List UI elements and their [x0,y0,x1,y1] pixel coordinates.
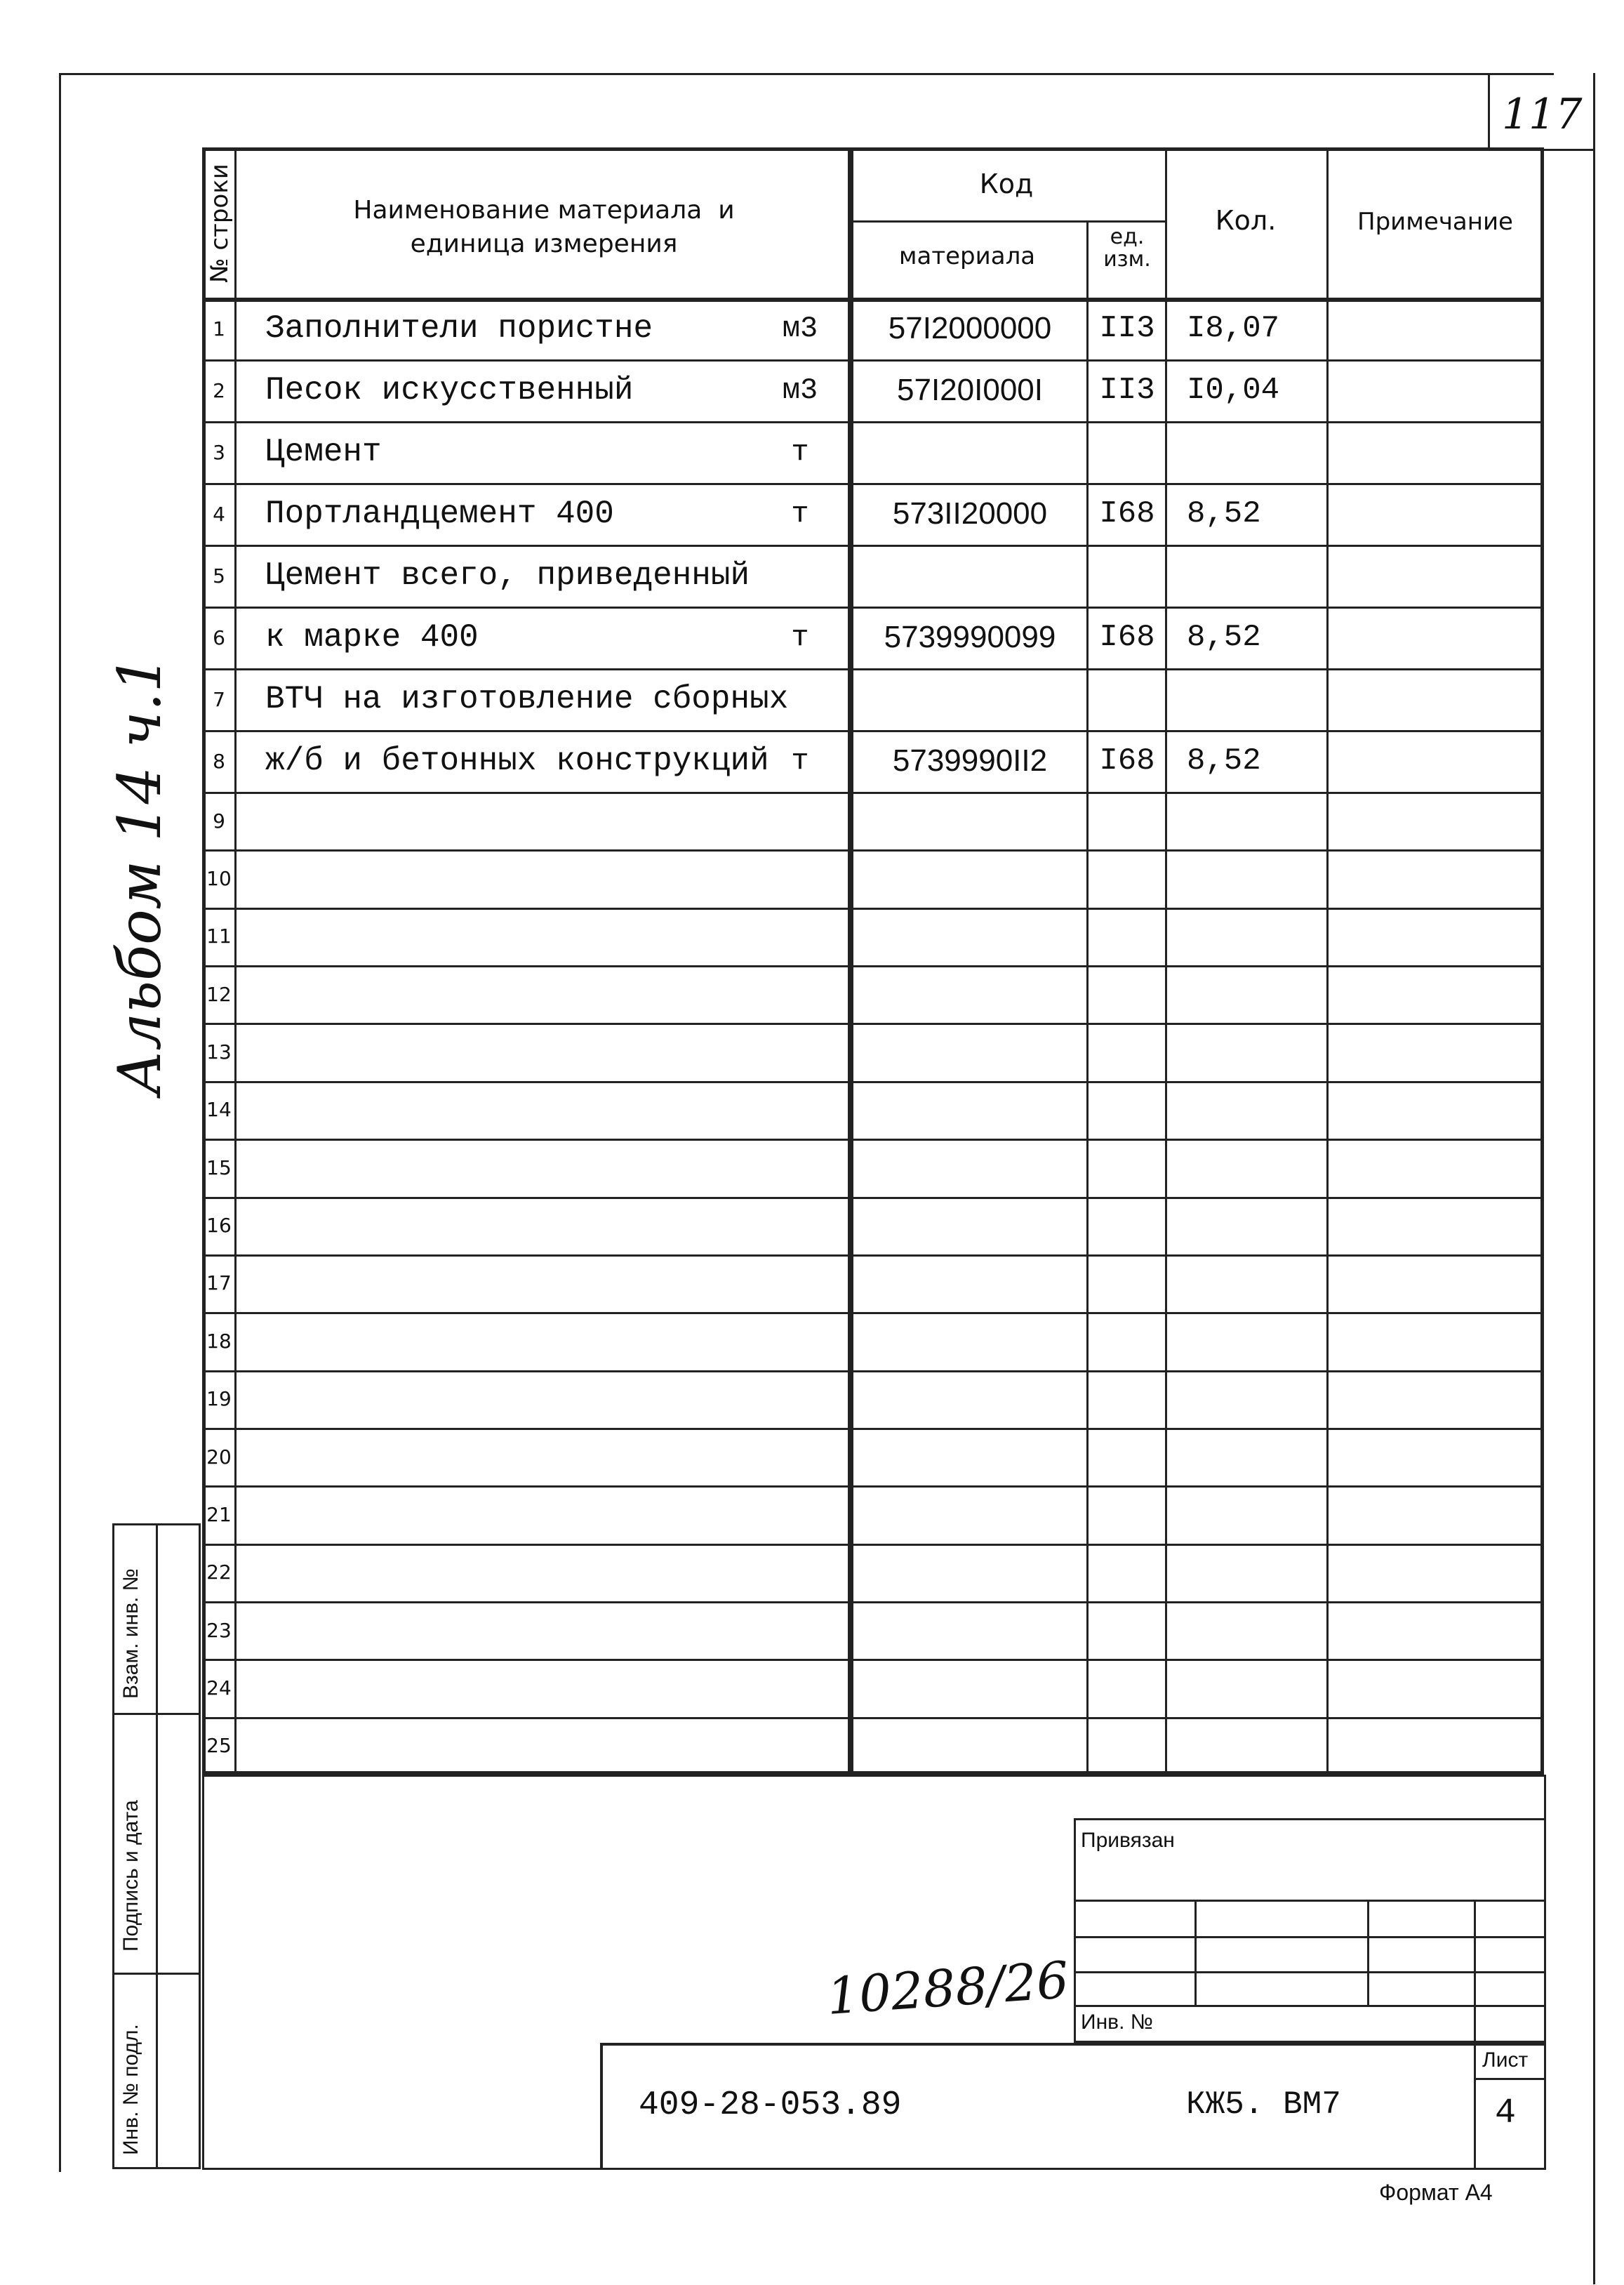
material-name [265,1254,757,1312]
quantity: 8,52 [1187,743,1261,779]
side-stamp-line-1 [112,1713,201,1715]
note [1329,1428,1544,1485]
doc-code: 409-28-053.89 [639,2086,902,2124]
col-sep-code-material [1086,220,1089,1775]
material-unit [758,545,842,607]
material-unit: т [791,621,809,654]
format-label: Формат А4 [1379,2180,1493,2205]
material-code [853,849,1086,907]
header-qty: Кол. [1215,205,1277,236]
unit-code [1089,1312,1165,1370]
material-unit: т [791,744,809,778]
material-code [853,421,1086,483]
material-unit [758,668,842,730]
material-unit [758,1485,842,1543]
unit-code [1089,1023,1165,1080]
row-number: 5 [213,564,225,588]
material-code: 57I2000000 [888,311,1052,345]
quantity [1167,1428,1346,1485]
material-code [853,1659,1086,1716]
material-unit [758,1254,842,1312]
material-unit [758,908,842,965]
material-code [853,1428,1086,1485]
material-name: Песок искусственный [265,372,634,409]
row-number: 13 [206,1040,232,1064]
quantity [1167,1485,1346,1543]
material-code [853,1312,1086,1370]
col-sep-rownum [234,147,237,1775]
material-code [853,1485,1086,1543]
note [1329,1196,1544,1254]
row-number: 11 [206,925,232,948]
note [1329,1544,1544,1601]
row-number: 12 [206,982,232,1006]
sheet-number: 4 [1495,2093,1517,2133]
material-code [853,1370,1086,1428]
quantity: 8,52 [1187,496,1261,531]
material-unit [758,1659,842,1716]
unit-code [1089,1081,1165,1139]
material-code [853,545,1086,607]
header-name: Наименование материала и единица измерения [353,196,735,258]
unit-code: I68 [1099,620,1155,655]
material-name [265,1428,757,1485]
note [1329,1659,1544,1716]
note [1329,965,1544,1023]
material-name: ВТЧ на изготовление сборных [265,681,789,717]
note [1329,908,1544,965]
unit-code: I68 [1099,743,1155,779]
unit-code [1089,1659,1165,1716]
material-name [265,849,757,907]
note [1329,1081,1544,1139]
unit-code [1089,1601,1165,1659]
material-name: Портландцемент 400 [265,496,614,532]
row-number: 25 [206,1734,232,1758]
material-name: ж/б и бетонных конструкций [265,743,769,779]
note [1329,298,1544,359]
quantity [1167,1659,1346,1716]
note [1329,607,1544,668]
quantity: I0,04 [1187,373,1280,408]
row-number: 19 [206,1387,232,1411]
quantity: I8,07 [1187,311,1280,346]
unit-code: II3 [1099,311,1155,346]
note [1329,1370,1544,1428]
quantity [1167,1254,1346,1312]
row-number: 14 [206,1098,232,1122]
material-code: 57I20I000I [897,373,1043,407]
album-label-handwritten: Альбом 14 ч.1 [105,654,174,1095]
note [1329,545,1544,607]
note [1329,1312,1544,1370]
material-name [265,1544,757,1601]
material-name: Заполнители пористне [265,310,653,347]
bottom-right-border [1544,1775,1546,2169]
privyazan-vsep-2 [1367,1900,1369,2005]
unit-code [1089,908,1165,965]
side-stamp-line-2 [112,1973,201,1975]
quantity [1167,1601,1346,1659]
header-code-unit: ед. изм. [1103,225,1151,272]
material-name [265,1485,757,1543]
note [1329,1254,1544,1312]
material-unit [758,1312,842,1370]
material-name [265,1601,757,1659]
row-number: 21 [206,1502,232,1526]
quantity [1167,1196,1346,1254]
material-code [853,1544,1086,1601]
unit-code [1089,1428,1165,1485]
quantity [1167,1139,1346,1196]
note [1329,421,1544,483]
material-name [265,1196,757,1254]
note [1329,359,1544,421]
material-code [853,1081,1086,1139]
header-code: Код [979,168,1034,199]
quantity [1167,849,1346,907]
material-code [853,668,1086,730]
sheet-right-border [1593,73,1595,2284]
privyazan-vsep-3 [1474,1900,1476,2043]
unit-code [1089,1139,1165,1196]
row-number: 3 [213,440,225,464]
header-note: Примечание [1357,208,1513,236]
unit-code: II3 [1099,373,1155,408]
material-code [853,792,1086,849]
unit-code [1089,421,1165,483]
row-number: 8 [213,749,225,773]
quantity [1167,792,1346,849]
unit-code [1089,668,1165,730]
row-number: 10 [206,867,232,891]
unit-code [1089,1544,1165,1601]
sheet-cell-divider [1474,2043,1476,2168]
unit-code [1089,1485,1165,1543]
material-unit [758,1544,842,1601]
quantity [1167,1370,1346,1428]
row-number: 2 [213,378,225,402]
page-number-box-left [1488,73,1490,150]
material-unit: м3 [782,312,818,345]
doc-mark: КЖ5. ВМ7 [1186,2086,1341,2123]
material-unit [758,1428,842,1485]
quantity [1167,421,1346,483]
quantity [1167,668,1346,730]
material-name [265,1023,757,1080]
material-unit [758,1717,842,1775]
material-name [265,965,757,1023]
material-code [853,1139,1086,1196]
header-code-split [848,220,1165,223]
col-sep-name [848,147,853,1775]
material-name: Цемент [265,434,382,470]
row-number: 6 [213,625,225,649]
material-code: 573II20000 [892,496,1048,531]
page-number-handwritten: 117 [1502,90,1583,139]
row-line [202,1775,1544,1777]
material-unit [758,1081,842,1139]
material-name: к марке 400 [265,619,479,656]
note [1329,1139,1544,1196]
material-unit: м3 [782,373,818,407]
material-name: Цемент всего, приведенный [265,557,750,594]
note [1329,1717,1544,1775]
quantity [1167,1312,1346,1370]
header-code-material: материала [898,242,1036,270]
quantity [1167,545,1346,607]
material-unit [758,1370,842,1428]
material-code [853,965,1086,1023]
row-number: 4 [213,502,225,526]
row-number: 1 [213,317,225,340]
quantity [1167,965,1346,1023]
unit-code [1089,792,1165,849]
unit-code [1089,1370,1165,1428]
material-unit [758,1196,842,1254]
unit-code [1089,965,1165,1023]
material-unit [758,1139,842,1196]
sheet-left-border [59,73,61,2172]
unit-code [1089,849,1165,907]
material-code [853,1601,1086,1659]
row-number: 15 [206,1155,232,1179]
note [1329,483,1544,545]
sheet-cell-line [1474,2078,1544,2080]
note [1329,1485,1544,1543]
material-unit [758,1023,842,1080]
row-number: 18 [206,1329,232,1353]
material-code: 5739990099 [884,620,1056,654]
note [1329,668,1544,730]
stamp-inv-podl-label: Инв. № подл. [119,2024,142,2155]
unit-code [1089,1196,1165,1254]
note [1329,1601,1544,1659]
note [1329,849,1544,907]
material-unit [758,1601,842,1659]
unit-code [1089,1717,1165,1775]
material-unit [758,792,842,849]
row-number: 22 [206,1561,232,1584]
privyazan-vsep-1 [1194,1900,1197,2005]
material-code [853,908,1086,965]
material-name [265,1370,757,1428]
row-number: 20 [206,1445,232,1469]
material-unit: т [791,435,809,469]
row-number: 23 [206,1618,232,1642]
stamp-vzam-label: Взам. инв. № [119,1568,142,1699]
unit-code [1089,545,1165,607]
quantity [1167,1544,1346,1601]
row-number: 7 [213,687,225,711]
quantity [1167,908,1346,965]
handwritten-number: 10288/26 [825,1950,1071,2026]
note [1329,1023,1544,1080]
quantity [1167,1023,1346,1080]
quantity: 8,52 [1187,620,1261,655]
material-name [265,1139,757,1196]
row-number: 16 [206,1214,232,1238]
material-name [265,1717,757,1775]
material-name [265,1312,757,1370]
material-name [265,792,757,849]
side-stamp-divider [156,1523,158,2169]
row-number: 24 [206,1676,232,1700]
unit-code: I68 [1099,496,1155,531]
material-code: 5739990II2 [892,743,1048,778]
quantity [1167,1717,1346,1775]
material-name [265,908,757,965]
privyazan-label: Привязан [1081,1829,1175,1852]
inv-no-label: Инв. № [1081,2011,1153,2034]
note [1329,792,1544,849]
material-unit [758,965,842,1023]
material-unit: т [791,497,809,531]
unit-code [1089,1254,1165,1312]
header-row-no: № строки [206,164,234,283]
material-name [265,1659,757,1716]
material-name [265,1081,757,1139]
sheet-top-border [59,73,1554,75]
material-code [853,1023,1086,1080]
row-number: 17 [206,1271,232,1295]
bottom-left-border [202,1775,204,2169]
material-code [853,1717,1086,1775]
material-code [853,1196,1086,1254]
row-number: 9 [213,809,225,833]
quantity [1167,1081,1346,1139]
sheet-label: Лист [1482,2048,1529,2072]
stamp-podpis-label: Подпись и дата [119,1800,142,1952]
material-code [853,1254,1086,1312]
material-unit [758,849,842,907]
note [1329,730,1544,792]
